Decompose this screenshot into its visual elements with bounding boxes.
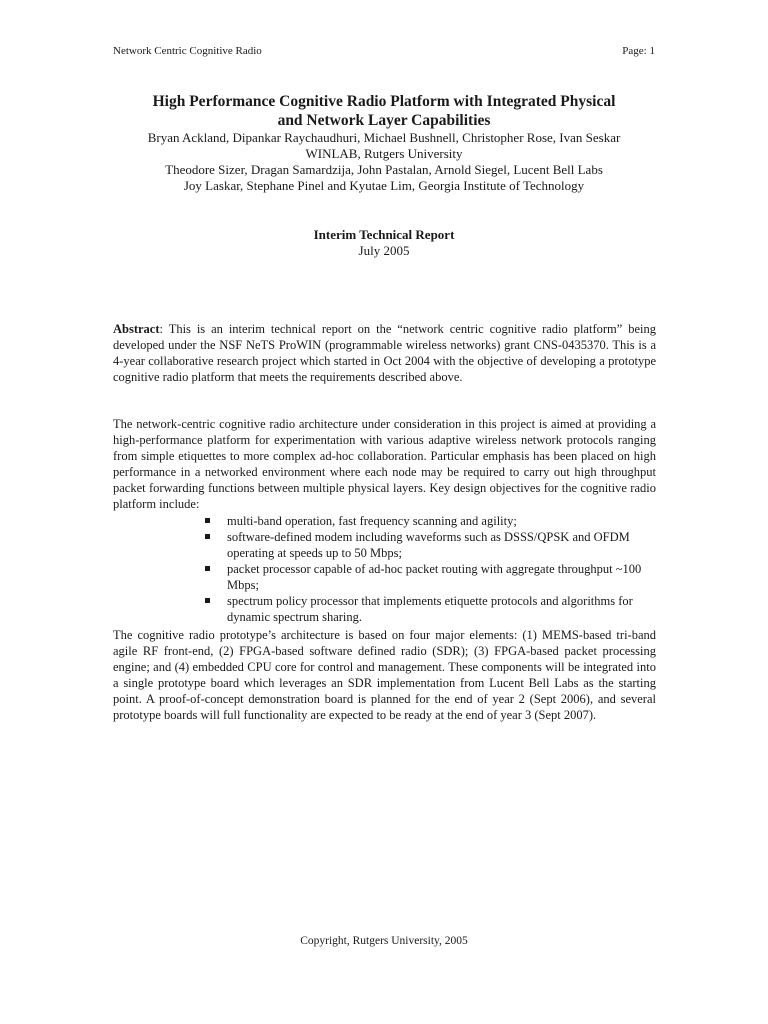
author-line: Theodore Sizer, Dragan Samardzija, John Pastalan, Arnold Siegel, Lucent Bell Labs bbox=[165, 162, 603, 177]
list-item-text: software-defined modem including waveforms such as DSSS/QPSK and OFDM operating at speeds up to 50 Mbps; bbox=[227, 529, 630, 560]
body-paragraph-architecture bbox=[113, 416, 656, 625]
report-type: Interim Technical Report bbox=[313, 227, 455, 242]
list-item-text: multi-band operation, fast frequency scanning and agility; bbox=[227, 513, 517, 528]
objectives-list bbox=[113, 513, 656, 626]
affiliation-line: WINLAB, Rutgers University bbox=[305, 146, 463, 161]
author-line: Joy Laskar, Stephane Pinel and Kyutae Lim, Georgia Institute of Technology bbox=[183, 178, 585, 193]
copyright-footer: Copyright, Rutgers University, 2005 bbox=[300, 935, 468, 947]
abstract-label: Abstract bbox=[113, 322, 160, 336]
abstract-text: : This is an interim technical report on the “network centric cognitive radio platform” being developed under the NSF NeTS ProWIN (programmable wireless networks) grant CNS-0435370. This is a 4-year collaborative research project which started in Oct 2004 with the objective of developing a prototype cognitive radio platform that meets the requirements described above. bbox=[113, 322, 656, 385]
body-paragraph-prototype: The cognitive radio prototype’s architecture is based on four major elements: (1) MEMS-based tri-band agile RF front-end, (2) FPGA-based software defined radio (SDR); (3) FPGA-based packet processing engine; and (4) embedded CPU core for control and management. These components will be integrated into a single prototype board which leverages an SDR implementation from Lucent Bell Labs as the starting point. A proof-of-concept demonstration board is planned for the end of year 2 (Sept 2006), and several prototype boards will full functionality are expected to be ready at the end of year 3 (Sept 2007). bbox=[113, 628, 656, 723]
list-item bbox=[205, 529, 656, 561]
square-bullet-icon bbox=[205, 566, 210, 571]
square-bullet-icon bbox=[205, 534, 210, 539]
running-header-title: Network Centric Cognitive Radio bbox=[113, 45, 262, 57]
author-list bbox=[100, 130, 668, 194]
page-number: Page: 1 bbox=[622, 45, 655, 57]
square-bullet-icon bbox=[205, 598, 210, 603]
author-line: Bryan Ackland, Dipankar Raychaudhuri, Michael Bushnell, Christopher Rose, Ivan Seskar bbox=[147, 130, 621, 145]
paragraph-text: The network-centric cognitive radio architecture under consideration in this project is aimed at providing a high-performance platform for experimentation with various adaptive wireless network protocols ranging from simple etiquettes to more complex ad-hoc collaboration. Particular emphasis has been placed on high performance in a networked environment where each node may be required to carry out high throughput packet forwarding functions between multiple physical layers. Key design objectives for the cognitive radio platform include: bbox=[113, 417, 656, 512]
abstract-paragraph bbox=[113, 321, 656, 385]
paper-title-line-2: and Network Layer Capabilities bbox=[277, 112, 491, 129]
list-item bbox=[205, 561, 656, 593]
report-date: July 2005 bbox=[358, 243, 410, 258]
paper-title bbox=[100, 92, 668, 130]
list-item-text: packet processor capable of ad-hoc packet routing with aggregate throughput ~100 Mbps; bbox=[227, 561, 642, 592]
square-bullet-icon bbox=[205, 518, 210, 523]
list-item bbox=[205, 593, 656, 625]
paper-title-line-1: High Performance Cognitive Radio Platform with Integrated Physical bbox=[152, 93, 616, 110]
list-item bbox=[205, 513, 656, 529]
list-item-text: spectrum policy processor that implements etiquette protocols and algorithms for dynamic spectrum sharing. bbox=[227, 594, 633, 625]
report-info bbox=[100, 227, 668, 259]
